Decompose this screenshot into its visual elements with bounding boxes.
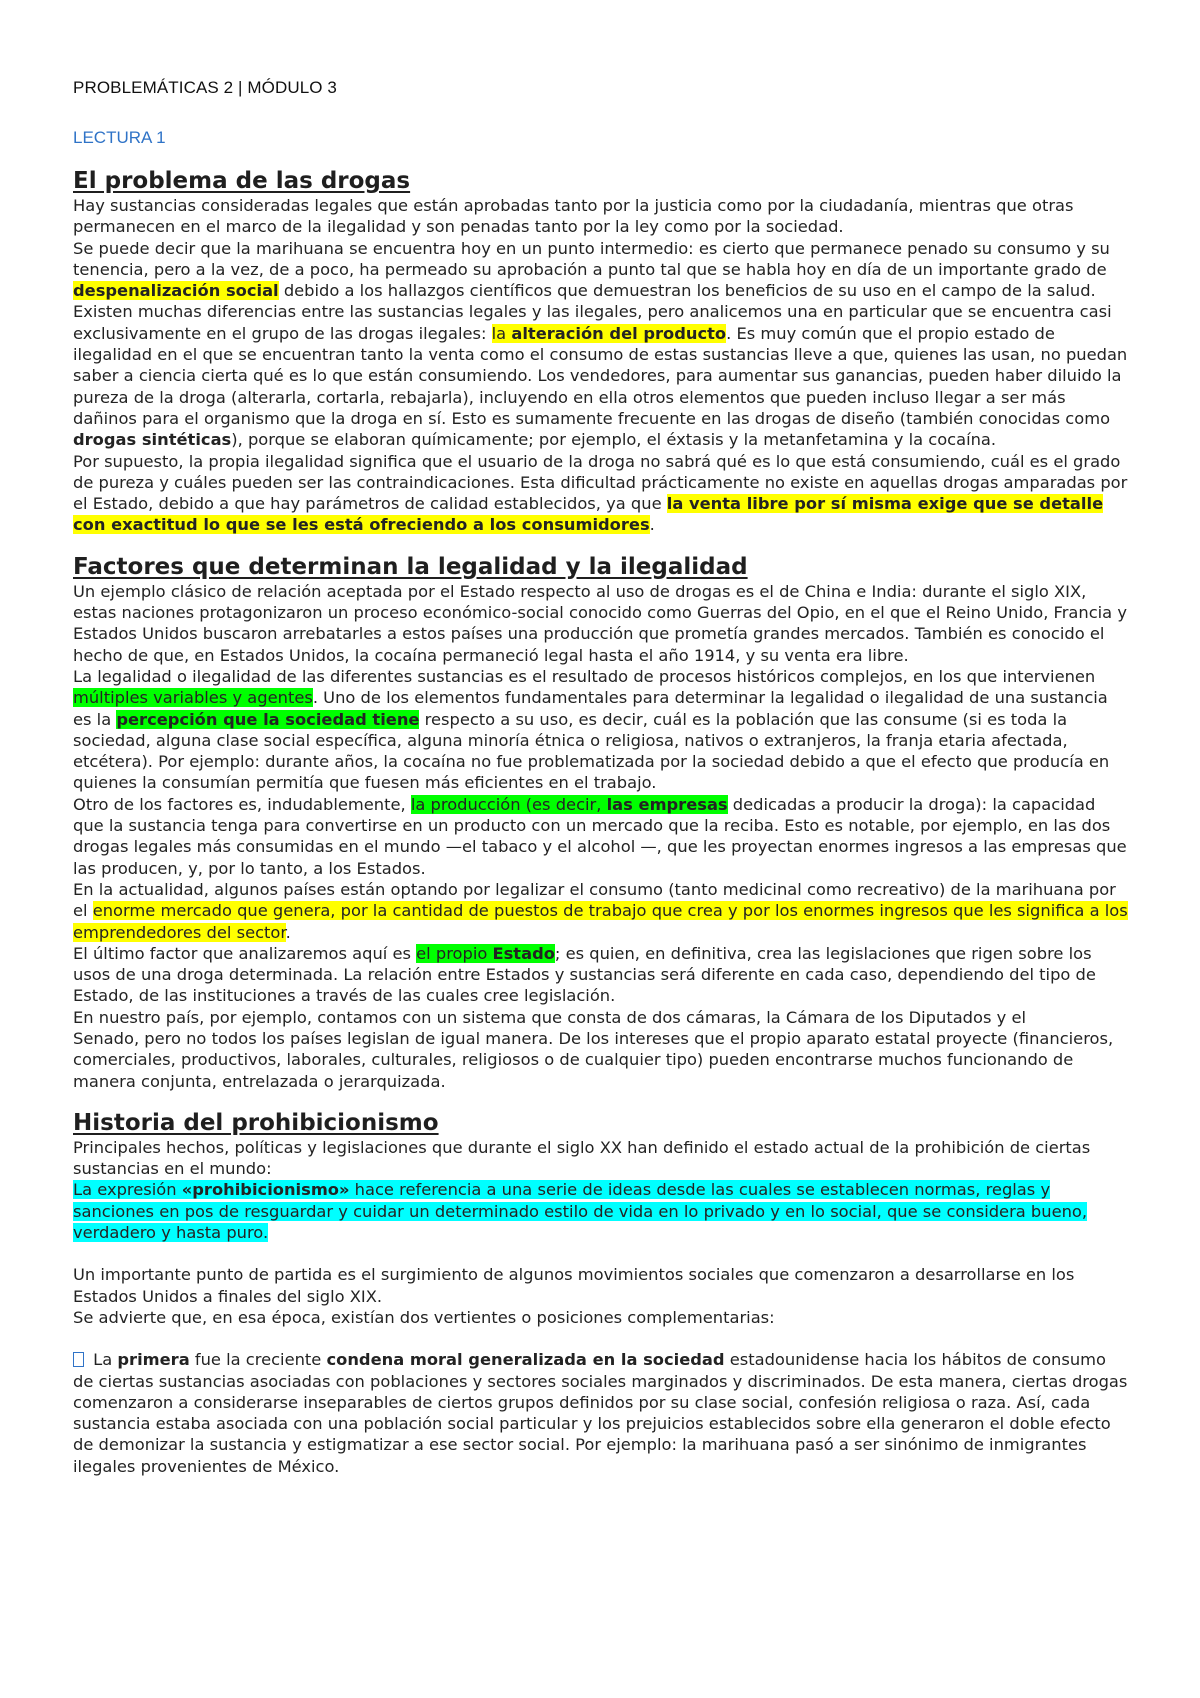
reading-label: LECTURA 1 bbox=[73, 128, 166, 147]
text: Principales hechos, políticas y legislaciones que durante el siglo XX han definido el estado actual de la prohibición de ciertas sustancias en el mundo: bbox=[73, 1137, 1091, 1179]
section-title-legality-factors: Factores que determinan la legalidad y la ilegalidad bbox=[73, 553, 748, 580]
bold-text: las empresas bbox=[606, 794, 728, 814]
highlight-green bbox=[416, 944, 555, 963]
highlight-yellow: despenalización social bbox=[73, 281, 279, 301]
text: Se puede decir que la marihuana se encuentra hoy en un punto intermedio: es cierto que permanece penado su consumo y su tenencia, pero a la vez, de a poco, ha permeado su aprobación a punto tal que se habla hoy en día de un importante grado de bbox=[73, 238, 1110, 279]
text: dedicadas a producir la droga): la capacidad que la sustancia tenga para convertirse en un producto con un mercado que la reciba. Esto es notable, por ejemplo, en las dos drogas legales más consumidas en el mundo —el tabaco y el alcohol —, que les proyectan enormes ingresos a las empresas que las producen, y, por lo tanto, a los Estados. bbox=[73, 794, 1127, 878]
text: . bbox=[649, 515, 655, 535]
text: debido a los hallazgos científicos que demuestran los beneficios de su uso en el campo de la salud. bbox=[278, 281, 1096, 301]
text: Otro de los factores es, indudablemente, bbox=[73, 794, 411, 814]
paragraph bbox=[73, 794, 1128, 879]
section-title-prohibitionism-history: Historia del prohibicionismo bbox=[73, 1109, 439, 1136]
text: la producción (es decir, bbox=[410, 794, 607, 814]
paragraph bbox=[73, 1264, 1128, 1307]
text: Un importante punto de partida es el surgimiento de algunos movimientos sociales que comenzaron a desarrollarse en los Estados Unidos a finales del siglo XIX. bbox=[73, 1265, 1075, 1306]
bullet-box-icon bbox=[73, 1352, 84, 1367]
bold-text: «prohibicionismo» bbox=[181, 1180, 350, 1200]
bullet-paragraph bbox=[73, 1349, 1128, 1477]
text: En nuestro país, por ejemplo, contamos con un sistema que consta de dos cámaras, la Cámara de los Diputados y el bbox=[73, 1007, 1026, 1027]
paragraph bbox=[73, 195, 1128, 238]
paragraph bbox=[73, 879, 1128, 943]
text: hace referencia a una serie de ideas desde las cuales se establecen normas, reglas y sanciones en pos de resguardar y cuidar un determinado estilo de vida en lo privado y en lo social, que se considera bueno, verdadero y hasta puro. bbox=[73, 1180, 1088, 1243]
text: . bbox=[285, 922, 291, 942]
text: Senado, pero no todos los países legislan de igual manera. De los intereses que el propio aparato estatal proyecte (financieros, comerciales, productivos, laborales, culturales, religiosos o de cualquier tipo) pueden encontrarse muchos funcionando de manera conjunta, entrelazada o jerarquizada. bbox=[73, 1028, 1114, 1091]
text: Hay sustancias consideradas legales que están aprobadas tanto por la justicia como por la ciudadanía, mientras que otras permanecen en el marco de la ilegalidad y son penadas tanto por la ley como por la sociedad. bbox=[73, 196, 1074, 237]
text: el propio bbox=[416, 943, 493, 963]
paragraph bbox=[73, 943, 1128, 1007]
text: En la actualidad, algunos países están optando por legalizar el consumo (tanto medicinal como recreativo) de la marihuana por el bbox=[73, 879, 1116, 921]
paragraph bbox=[73, 1137, 1128, 1180]
highlight-yellow bbox=[492, 324, 726, 343]
text: Por supuesto, la propia ilegalidad significa que el usuario de la droga no sabrá qué es lo que está consumiendo, cuál es el grado de pureza y cuáles pueden ser las contraindicaciones. Esta dificultad prácticamente no existe en aquellas drogas amparadas por el Estado, debido a que hay parámetros de calidad establecidos, ya que bbox=[73, 451, 1128, 514]
text: . Uno de los elementos fundamentales para determinar la legalidad o ilegalidad de una sustancia es la bbox=[73, 688, 1108, 729]
highlight-cyan bbox=[73, 1180, 1087, 1242]
text: . Es muy común que el propio estado de ilegalidad en el que se encuentran tanto la venta como el consumo de estas sustancias lleve a que, quienes las usan, no puedan saber a ciencia cierta qué es lo que están consumiendo. Los vendedores, para aumentar sus ganancias, pueden haber diluido la pureza de la droga (alterarla, cortarla, rebajarla), incluyendo en ella otros elementos que pueden incluso llegar a ser más dañinos para el organismo que la droga en sí. Esto es sumamente frecuente en las drogas de diseño (también conocidas como bbox=[73, 323, 1128, 428]
paragraph bbox=[73, 1307, 1128, 1328]
bold-text: Estado bbox=[492, 943, 555, 963]
paragraph bbox=[73, 581, 1128, 666]
highlight-yellow: enorme mercado que genera, por la cantidad de puestos de trabajo que crea y por los enormes ingresos que les significa a los emprendedores del sector bbox=[73, 901, 1128, 942]
bold-text: drogas sintéticas bbox=[73, 430, 232, 450]
paragraph bbox=[73, 1179, 1128, 1243]
text: la bbox=[491, 323, 512, 343]
text: ), porque se elaboran químicamente; por ejemplo, el éxtasis y la metanfetamina y la cocaína. bbox=[231, 430, 997, 450]
highlight-green: múltiples variables y agentes bbox=[73, 688, 313, 708]
highlight-green bbox=[411, 795, 728, 814]
text: La bbox=[88, 1350, 118, 1370]
text: Se advierte que, en esa época, existían dos vertientes o posiciones complementarias: bbox=[73, 1307, 775, 1327]
text: fue la creciente bbox=[189, 1350, 327, 1370]
section-title-drug-problem: El problema de las drogas bbox=[73, 168, 411, 194]
paragraph bbox=[73, 666, 1128, 794]
text: El último factor que analizaremos aquí es bbox=[73, 943, 417, 963]
text: estadounidense hacia los hábitos de consumo de ciertas sustancias asociadas con poblaciones y sectores sociales marginados y discriminados. De esta manera, ciertas drogas comenzaron a considerarse inseparables de ciertos grupos definidos por su clase social, confesión religiosa o raza. Así, cada sustancia estaba asociada con una población social particular y los prejuicios establecidos sobre ella generaron el doble efecto de demonizar la sustancia y estigmatizar a ese sector social. Por ejemplo: la marihuana pasó a ser sinónimo de inmigrantes ilegales provenientes de México. bbox=[73, 1350, 1128, 1476]
text: Existen muchas diferencias entre las sustancias legales y las ilegales, pero analicemos una en particular que se encuentra casi exclusivamente en el grupo de las drogas ilegales: bbox=[73, 302, 1112, 343]
bold-text: condena moral generalizada en la sociedad bbox=[326, 1350, 725, 1370]
text: respecto a su uso, es decir, cuál es la población que las consume (si es toda la sociedad, alguna clase social específica, alguna minoría étnica o religiosa, nativos o extranjeros, la franja etaria afectada, etcétera). Por ejemplo: durante años, la cocaína no fue problematizada por la sociedad debido a que el efecto que producía en quienes la consumían permitía que fuesen más eficientes en el trabajo. bbox=[73, 709, 1110, 793]
paragraph bbox=[73, 238, 1128, 302]
paragraph bbox=[73, 1028, 1128, 1092]
paragraph bbox=[73, 451, 1128, 536]
text: Un ejemplo clásico de relación aceptada por el Estado respecto al uso de drogas es el de China e India: durante el siglo XIX, estas naciones protagonizaron un proceso económico-social conocido como Guerras del Opio, en el que el Reino Unido, Francia y Estados Unidos buscaron arrebatarles a estos países una producción que prometía grandes mercados. También es conocido el hecho de que, en Estados Unidos, la cocaína permaneció legal hasta el año 1914, y su venta era libre. bbox=[73, 581, 1127, 665]
paragraph bbox=[73, 1007, 1128, 1028]
text: La expresión bbox=[73, 1180, 182, 1200]
bold-text: alteración del producto bbox=[511, 323, 727, 343]
highlight-yellow: la venta libre por sí misma exige que se detalle con exactitud lo que se les está ofreciendo a los consumidores bbox=[73, 494, 1104, 535]
text: ; es quien, en definitiva, crea las legislaciones que rigen sobre los usos de una droga determinada. La relación entre Estados y sustancias será diferente en cada caso, dependiendo del tipo de Estado, de las instituciones a través de las cuales cree legislación. bbox=[73, 943, 1096, 1006]
highlight-green: percepción que la sociedad tiene bbox=[116, 709, 420, 729]
course-header: PROBLEMÁTICAS 2 | MÓDULO 3 bbox=[73, 78, 337, 97]
paragraph bbox=[73, 301, 1128, 450]
bold-text: primera bbox=[117, 1350, 190, 1370]
text: La legalidad o ilegalidad de las diferentes sustancias es el resultado de procesos históricos complejos, en los que intervienen bbox=[73, 666, 1096, 686]
